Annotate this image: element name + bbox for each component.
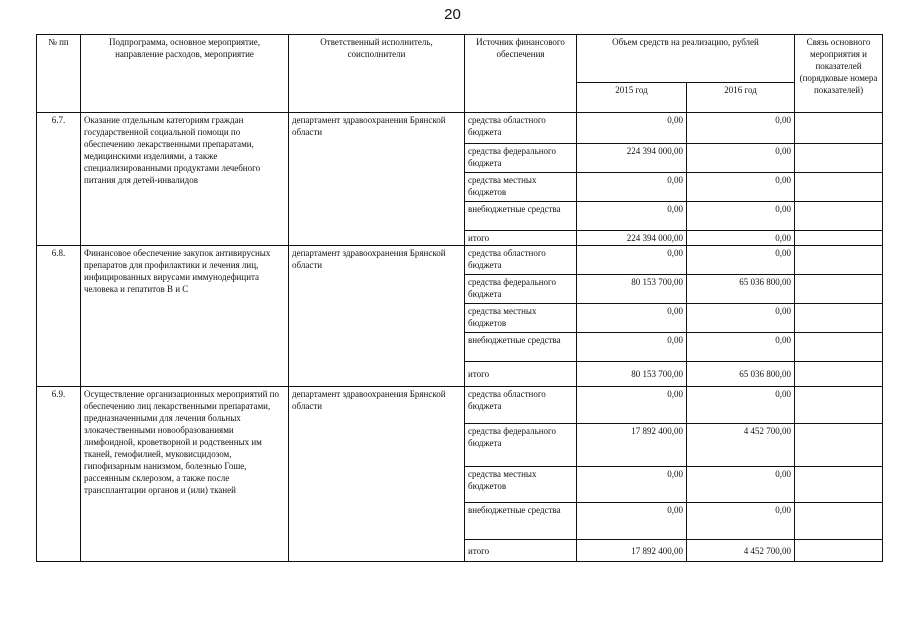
total-2015: 224 394 000,00 [577,231,687,246]
source-cell: средства федерального бюджета [465,275,577,304]
item-description: Осуществление организационных мероприятий по обеспечению лиц лекарственными препаратами, предназначенными для лечения больных злокачественными новообразованиями лимфоидной, кроветворной и родственных им тканей, гемофилией, муковисцидозом, гипофизарным нанизмом, болезнью Гоше, рассеянным склерозом, а также после трансплантации органов и (или) тканей [81,387,289,562]
value-2015: 0,00 [577,333,687,362]
total-label: итого [465,231,577,246]
link-cell [795,231,883,246]
item-executor: департамент здравоохранения Брянской области [289,387,465,562]
value-2015: 0,00 [577,202,687,231]
source-cell: внебюджетные средства [465,503,577,540]
link-cell [795,387,883,424]
source-cell: средства областного бюджета [465,113,577,144]
source-cell: средства областного бюджета [465,387,577,424]
header-row [37,35,883,83]
financing-table [36,34,883,562]
source-cell: средства местных бюджетов [465,304,577,333]
total-2016: 0,00 [687,231,795,246]
source-cell: средства федерального бюджета [465,144,577,173]
value-2016: 0,00 [687,202,795,231]
value-2016: 0,00 [687,246,795,275]
value-2015: 0,00 [577,387,687,424]
header-executor: Ответственный исполнитель, соисполнители [289,35,465,113]
item-number: 6.9. [37,387,81,562]
header-year-2015: 2015 год [577,83,687,113]
link-cell [795,144,883,173]
link-cell [795,304,883,333]
value-2016: 4 452 700,00 [687,424,795,467]
value-2016: 65 036 800,00 [687,275,795,304]
value-2016: 0,00 [687,467,795,503]
value-2015: 17 892 400,00 [577,424,687,467]
value-2015: 224 394 000,00 [577,144,687,173]
item-number: 6.7. [37,113,81,246]
link-cell [795,362,883,387]
link-cell [795,202,883,231]
value-2016: 0,00 [687,173,795,202]
value-2015: 0,00 [577,503,687,540]
header-link: Связь основного мероприятия и показателей (порядковые номера показателей) [795,35,883,113]
value-2015: 0,00 [577,467,687,503]
total-label: итого [465,362,577,387]
link-cell [795,113,883,144]
table-row [37,246,883,275]
value-2016: 0,00 [687,333,795,362]
table-row [37,113,883,144]
header-volume: Объем средств на реализацию, рублей [577,35,795,83]
total-2016: 65 036 800,00 [687,362,795,387]
header-program: Подпрограмма, основное мероприятие, направление расходов, мероприятие [81,35,289,113]
header-num: № пп [37,35,81,113]
value-2015: 0,00 [577,173,687,202]
item-executor: департамент здравоохранения Брянской области [289,246,465,387]
source-cell: внебюджетные средства [465,202,577,231]
value-2016: 0,00 [687,503,795,540]
value-2015: 80 153 700,00 [577,275,687,304]
value-2016: 0,00 [687,387,795,424]
total-2016: 4 452 700,00 [687,540,795,562]
header-source: Источник финансового обеспечения [465,35,577,113]
item-description: Оказание отдельным категориям граждан государственной социальной помощи по обеспечению лекарственными препаратами, медицинскими изделиями, а также специализированными продуктами лечебного питания для детей-инвалидов [81,113,289,246]
value-2015: 0,00 [577,113,687,144]
link-cell [795,424,883,467]
value-2016: 0,00 [687,144,795,173]
item-number: 6.8. [37,246,81,387]
total-2015: 80 153 700,00 [577,362,687,387]
link-cell [795,467,883,503]
item-description: Финансовое обеспечение закупок антивирусных препаратов для профилактики и лечения лиц, инфицированных вирусами иммунодефицита человека и гепатитов В и С [81,246,289,387]
source-cell: средства местных бюджетов [465,173,577,202]
source-cell: средства местных бюджетов [465,467,577,503]
header-year-2016: 2016 год [687,83,795,113]
link-cell [795,173,883,202]
value-2015: 0,00 [577,304,687,333]
value-2016: 0,00 [687,113,795,144]
table-row [37,387,883,424]
value-2016: 0,00 [687,304,795,333]
total-label: итого [465,540,577,562]
source-cell: средства областного бюджета [465,246,577,275]
item-executor: департамент здравоохранения Брянской области [289,113,465,246]
link-cell [795,540,883,562]
link-cell [795,275,883,304]
source-cell: средства федерального бюджета [465,424,577,467]
value-2015: 0,00 [577,246,687,275]
link-cell [795,246,883,275]
link-cell [795,333,883,362]
total-2015: 17 892 400,00 [577,540,687,562]
link-cell [795,503,883,540]
page-number: 20 [444,6,461,23]
source-cell: внебюджетные средства [465,333,577,362]
